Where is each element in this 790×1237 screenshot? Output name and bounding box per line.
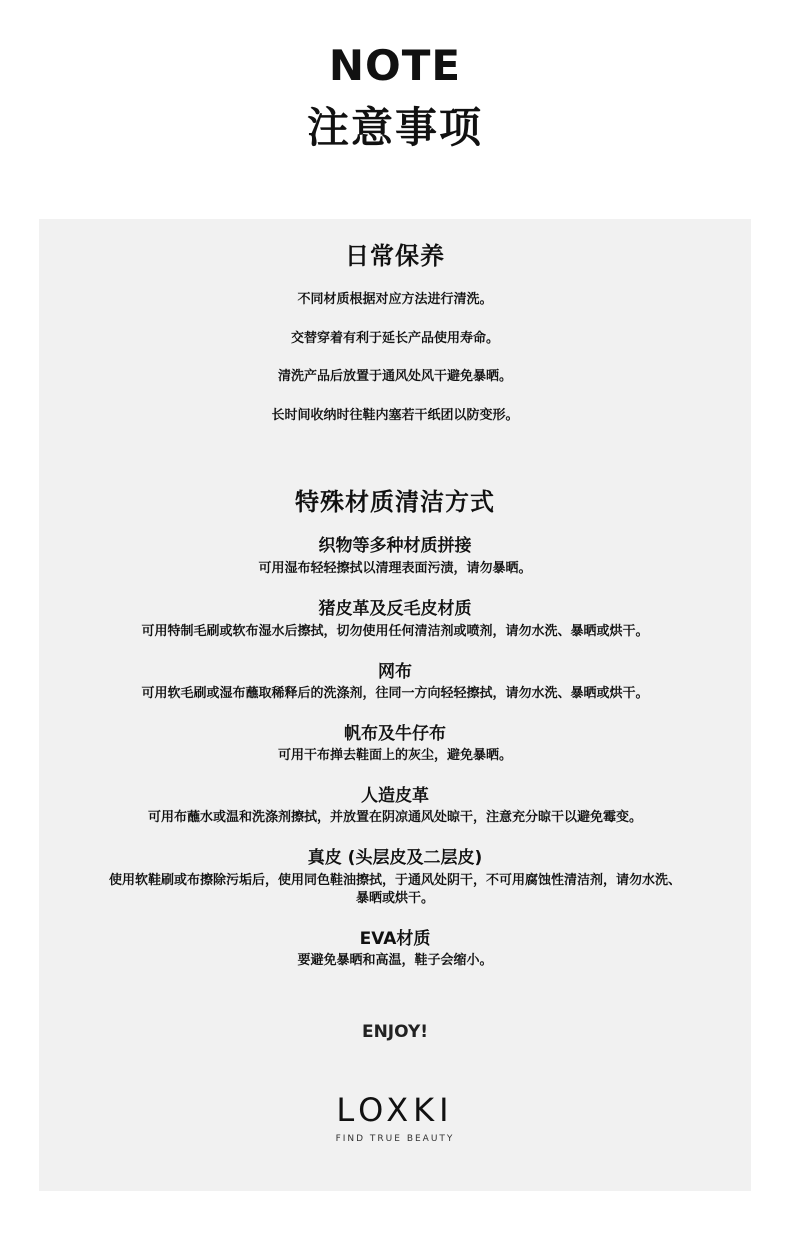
material-desc: 可用布蘸水或温和洗涤剂擦拭，并放置在阴凉通风处晾干，注意充分晾干以避免霉变。 xyxy=(147,810,642,825)
daily-care-title: 日常保养 xyxy=(345,242,445,270)
brand-logo: LOXKI xyxy=(336,1091,454,1129)
material-desc: 可用软毛刷或湿布蘸取稀释后的洗涤剂，往同一方向轻轻擦拭，请勿水洗、暴晒或烘干。 xyxy=(141,686,649,701)
material-desc-continued: 暴晒或烘干。 xyxy=(355,891,434,906)
enjoy-text: ENJOY! xyxy=(361,1022,429,1042)
daily-care-line: 清洗产品后放置于通风处风干避免暴晒。 xyxy=(277,369,512,384)
material-desc: 可用特制毛刷或软布湿水后擦拭，切勿使用任何清洁剂或喷剂，请勿水洗、暴晒或烘干。 xyxy=(141,624,649,639)
note-subtitle-cn: 注意事项 xyxy=(306,103,483,152)
material-name: 猪皮革及反毛皮材质 xyxy=(318,599,472,619)
daily-care-line: 交替穿着有利于延长产品使用寿命。 xyxy=(290,331,499,346)
daily-care-line: 长时间收纳时往鞋内塞若干纸团以防变形。 xyxy=(271,408,519,423)
material-name: EVA材质 xyxy=(359,929,431,949)
care-panel xyxy=(39,219,751,1191)
material-desc: 使用软鞋刷或布擦除污垢后，使用同色鞋油擦拭，于通风处阴干，不可用腐蚀性清洁剂，请勿水洗、 xyxy=(108,873,681,888)
brand-tagline: FIND TRUE BEAUTY xyxy=(335,1134,455,1144)
material-name: 真皮 (头层皮及二层皮) xyxy=(307,848,483,868)
material-name: 帆布及牛仔布 xyxy=(344,724,446,744)
page-header xyxy=(0,40,790,154)
material-desc: 可用湿布轻轻擦拭以清理表面污渍，请勿暴晒。 xyxy=(258,561,532,576)
material-name: 人造皮革 xyxy=(361,786,429,806)
material-name: 织物等多种材质拼接 xyxy=(318,536,472,556)
material-name: 网布 xyxy=(378,662,412,682)
note-title: NOTE xyxy=(328,41,462,90)
material-desc: 要避免暴晒和高温，鞋子会缩小。 xyxy=(297,953,493,968)
daily-care-line: 不同材质根据对应方法进行清洗。 xyxy=(297,292,493,307)
special-materials-title: 特殊材质清洁方式 xyxy=(295,488,495,516)
material-desc: 可用干布掸去鞋面上的灰尘，避免暴晒。 xyxy=(277,748,512,763)
